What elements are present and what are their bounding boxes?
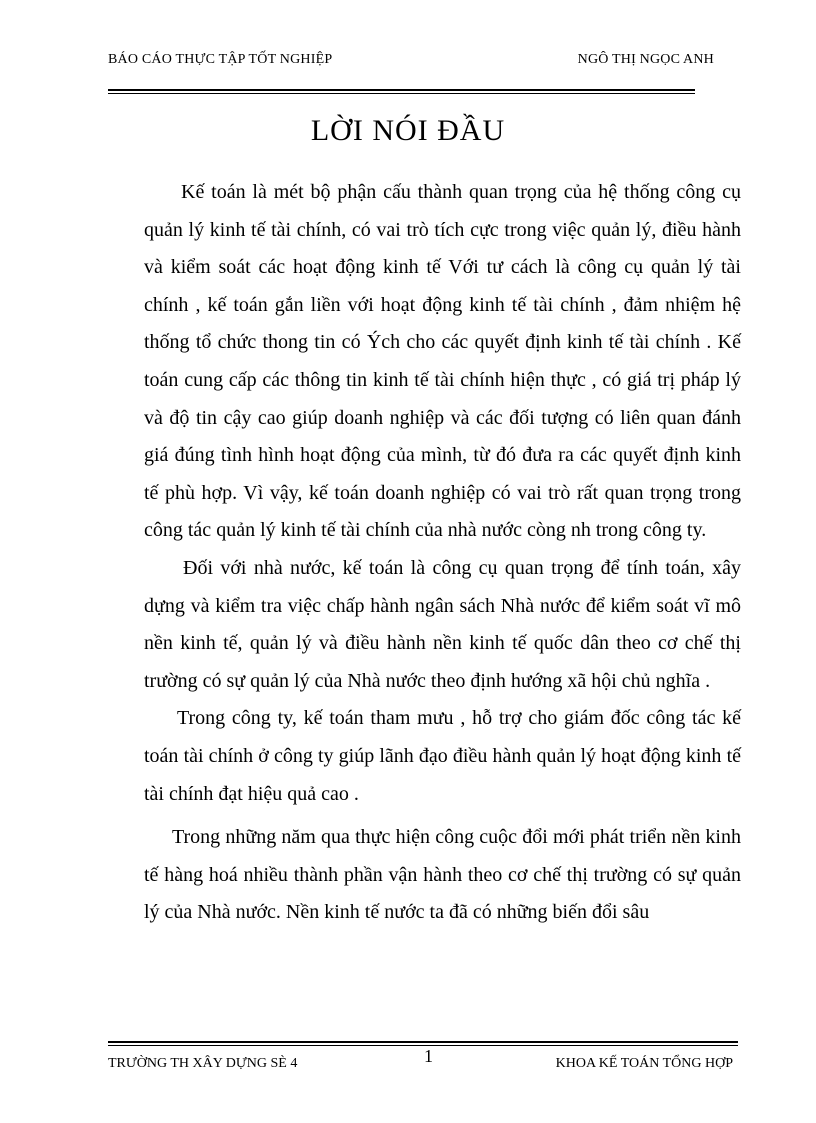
header-report-title: BÁO CÁO THỰC TẬP TỐT NGHIỆP	[108, 52, 333, 67]
footer-rule-thin	[108, 1045, 738, 1046]
page-number: 1	[424, 1046, 433, 1066]
footer-school-name: TRƯỜNG TH XÂY DỰNG SÈ 4	[108, 1056, 298, 1071]
footer-rule	[108, 1041, 738, 1043]
paragraph-3: Trong công ty, kế toán tham mưu , hỗ trợ cho giám đốc công tác kế toán tài chính ở công ty giúp lãnh đạo điều hành quản lý hoạt động kinh tế tài chính đạt hiệu quả cao .	[144, 707, 741, 805]
header-author-name: NGÔ THỊ NGỌC ANH	[577, 52, 714, 67]
header-rule	[108, 89, 695, 91]
paragraph-4: Trong những năm qua thực hiện công cuộc đổi mới phát triển nền kinh tế hàng hoá nhiều thành phần vận hành theo cơ chế thị trường có sự quản lý của Nhà nước. Nền kinh tế nước ta đã có những biến đổi sâu	[144, 826, 741, 924]
page-header	[108, 52, 714, 74]
page-footer	[108, 1046, 738, 1076]
paragraph-2: Đối với nhà nước, kế toán là công cụ quan trọng để tính toán, xây dựng và kiểm tra việc chấp hành ngân sách Nhà nước để kiểm soát vĩ mô nền kinh tế, quản lý và điều hành nền kinh tế quốc dân theo cơ chế thị trường có sự quản lý của Nhà nước theo định hướng xã hội chủ nghĩa .	[144, 556, 741, 692]
document-body	[144, 174, 741, 932]
paragraph-1: Kế toán là mét bộ phận cấu thành quan trọng của hệ thống công cụ quản lý kinh tế tài chính, có vai trò tích cực trong việc quản lý, điều hành và kiểm soát các hoạt động kinh tế Với tư cách là công cụ quản lý tài chính , kế toán gắn liền với hoạt động kinh tế tài chính , đảm nhiệm hệ thống tổ chức thong tin có Ých cho các quyết định kinh tế tài chính . Kế toán cung cấp các thông tin kinh tế tài chính hiện thực , có giá trị pháp lý và độ tin cậy cao giúp doanh nghiệp và các đối tượng có liên quan đánh giá đúng tình hình hoạt động của mình, từ đó đưa ra các quyết định kinh tế phù hợp. Vì vậy, kế toán doanh nghiệp có vai trò rất quan trọng trong công tác quản lý kinh tế tài chính của nhà nước còng nh trong công ty.	[144, 181, 741, 542]
page-title: LỜI NÓI ĐẦU	[310, 114, 506, 147]
footer-department: KHOA KẾ TOÁN TỔNG HỢP	[555, 1056, 733, 1071]
header-rule-thin	[108, 93, 695, 94]
